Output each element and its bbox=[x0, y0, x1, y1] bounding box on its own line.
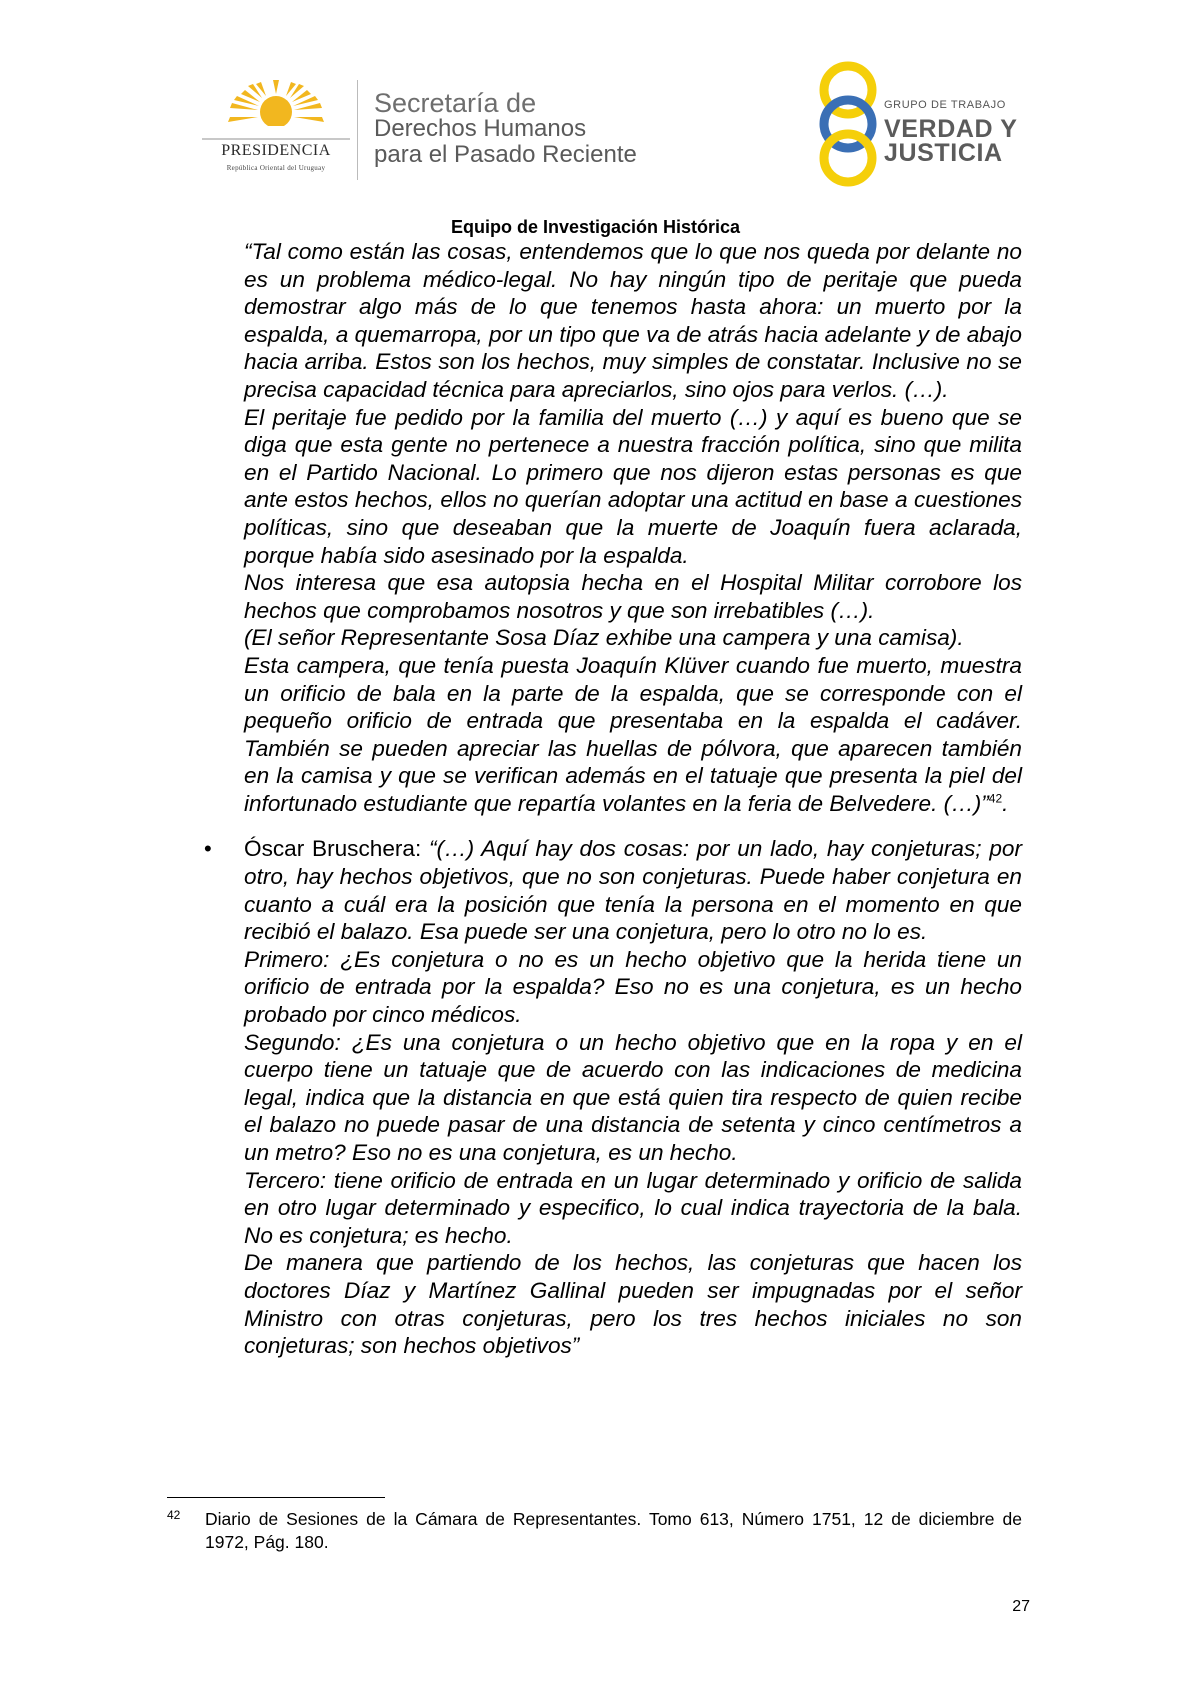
speaker-name: Óscar Bruschera: bbox=[244, 836, 430, 862]
bullet-paragraph bbox=[244, 835, 1022, 945]
quote-paragraph bbox=[244, 652, 1022, 818]
header-divider bbox=[357, 80, 358, 180]
page-number: 27 bbox=[1012, 1598, 1030, 1615]
secretaria-line-2: Derechos Humanos bbox=[374, 115, 587, 142]
verdad-label: VERDAD Y bbox=[884, 115, 1018, 143]
verdad-justicia-title bbox=[884, 93, 1018, 165]
presidencia-subtitle: República Oriental del Uruguay bbox=[226, 164, 326, 172]
footnote-text: Diario de Sesiones de la Cámara de Representantes. Tomo 613, Número 1751, 12 de diciembre de 1972, Pág. 180. bbox=[205, 1509, 1022, 1552]
grupo-label: GRUPO DE TRABAJO bbox=[884, 99, 1006, 111]
footnote-reference[interactable]: 42 bbox=[988, 791, 1003, 806]
quote-paragraph: Nos interesa que esa autopsia hecha en el Hospital Militar corrobore los hechos que comprobamos nosotros y que son irrebatibles (…). bbox=[244, 570, 1022, 623]
bullet-item bbox=[204, 835, 1022, 1359]
page-header bbox=[0, 0, 1191, 215]
bullet-icon: • bbox=[204, 836, 212, 862]
quote-paragraph: El peritaje fue pedido por la familia del muerto (…) y aquí es bueno que se diga que esta gente no pertenece a nuestra fracción política, sino que milita en el Partido Nacional. Lo primero que nos dijeron estas personas es que ante estos hechos, ellos no querían adoptar una actitud en base a cuestiones políticas, sino que deseaban que la muerte de Joaquín fuera aclarada, porque había sido asesinado por la espalda. bbox=[244, 404, 1022, 568]
footnote-number: 42 bbox=[167, 1508, 181, 1522]
page-body bbox=[204, 238, 1022, 1360]
bullet-paragraph: Primero: ¿Es conjetura o no es un hecho objetivo que la herida tiene un orificio de entrada por la espalda? Eso no es una conjetura, es un hecho probado por cinco médicos. bbox=[244, 946, 1022, 1028]
bullet-paragraph: De manera que partiendo de los hechos, las conjeturas que hacen los doctores Díaz y Martínez Gallinal pueden ser impugnadas por el señor Ministro con otras conjeturas, pero los tres hechos iniciales no son conjeturas; son hechos objetivos” bbox=[244, 1250, 1022, 1359]
bullet-paragraph: Segundo: ¿Es una conjetura o un hecho objetivo que en la ropa y en el cuerpo tiene un tatuaje que de acuerdo con las indicaciones de medicina legal, indica que la distancia en que está quien tira respecto de quien recibe el balazo no puede pasar de una distancia de setenta y cinco centímetros a un metro? Eso no es una conjetura, es un hecho. bbox=[244, 1029, 1022, 1165]
bullet-text: “(…) Aquí hay dos cosas: por un lado, hay conjeturas; por otro, hay hechos objetivos, que no son conjeturas. Puede haber conjetura en cuanto a cuál era la posición que tenía la persona en el momento en que recibió el balazo. Esa puede ser una conjetura, pero lo otro no lo es. bbox=[244, 836, 1022, 945]
quote-end: . bbox=[1002, 790, 1009, 816]
presidencia-name: PRESIDENCIA bbox=[221, 142, 331, 159]
presidencia-logo bbox=[196, 78, 356, 188]
footnote-separator bbox=[167, 1497, 385, 1498]
secretaria-line-1: Secretaría de bbox=[374, 88, 537, 118]
secretaria-title bbox=[374, 90, 637, 168]
quote-text: Esta campera, que tenía puesta Joaquín Klüver cuando fue muerto, muestra un orificio de bala en la parte de la espalda, que se corresponde con el pequeño orificio de entrada que presentaba en la espalda el cadáver. También se pueden apreciar las huellas de pólvora, que aparecen también en la camisa y que se verifican además en el tatuaje que presenta la piel del infortunado estudiante que repartía volantes en la feria de Belvedere. (…)” bbox=[244, 652, 1022, 816]
sun-icon bbox=[226, 78, 326, 140]
justicia-label: JUSTICIA bbox=[884, 139, 1003, 167]
team-title: Equipo de Investigación Histórica bbox=[450, 217, 741, 237]
verdad-justicia-rings-icon bbox=[810, 60, 890, 188]
presidencia-divider bbox=[202, 138, 350, 140]
quote-paragraph: (El señor Representante Sosa Díaz exhibe una campera y una camisa). bbox=[244, 625, 964, 651]
footnote bbox=[167, 1508, 1022, 1554]
quote-paragraph: “Tal como están las cosas, entendemos que lo que nos queda por delante no es un problema médico-legal. No hay ningún tipo de peritaje que pueda demostrar algo más de lo que tenemos hasta ahora: un muerto por la espalda, a quemarropa, por un tipo que va de atrás hacia adelante y de abajo hacia arriba. Estos son los hechos, muy simples de constatar. Inclusive no se precisa capacidad técnica para apreciarlos, sino ojos para verlos. (…). bbox=[244, 239, 1022, 402]
secretaria-line-3: para el Pasado Reciente bbox=[374, 141, 637, 168]
bullet-paragraph: Tercero: tiene orificio de entrada en un lugar determinado y orificio de salida en otro lugar determinado y especifico, lo cual indica trayectoria de la bala. No es conjetura; es hecho. bbox=[244, 1167, 1022, 1248]
